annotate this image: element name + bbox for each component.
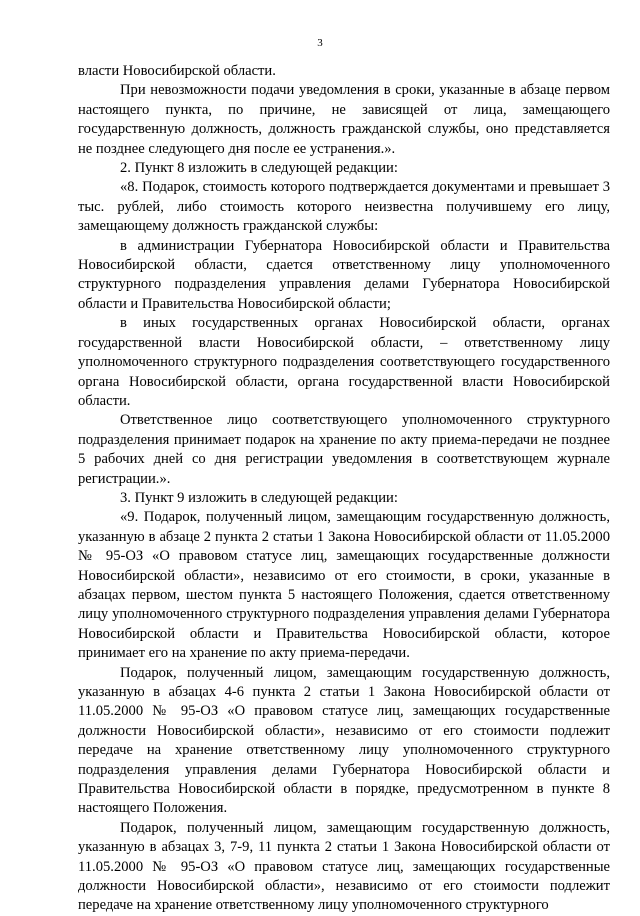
paragraph: Подарок, полученный лицом, замещающим государственную должность, указанную в абзацах 3, 7-9, 11 пункта 2 статьи 1 Закона Новосибирской области от 11.05.2000 № 95-ОЗ «О правовом статусе лиц, замещающих государственные должности Новосибирской области», независимо от его стоимости подлежит передаче на хранение ответственному лицу уполномоченного структурного (78, 819, 610, 914)
paragraph: 3. Пункт 9 изложить в следующей редакции: (120, 489, 398, 506)
paragraph: в администрации Губернатора Новосибирской области и Правительства Новосибирской области, сдается ответственному лицу уполномоченного структурного подразделения управления делами Губернатора Новосибирской области и Правительства Новосибирской области; (78, 237, 610, 312)
paragraph: в иных государственных органах Новосибирской области, органах государственной власти Новосибирской области, – ответственному лицу уполномоченного структурного подразделения соответствующего государственного органа Новосибирской области, органа государственной власти Новосибирской области. (78, 315, 610, 409)
paragraph: Подарок, полученный лицом, замещающим государственную должность, указанную в абзацах 4-6 пункта 2 статьи 1 Закона Новосибирской области от 11.05.2000 № 95-ОЗ «О правовом статусе лиц, замещающих государственные должности Новосибирской области», независимо от его стоимости подлежит передаче на хранение ответственному лицу уполномоченного структурного подразделения управления делами Губернатора Новосибирской области и Правительства Новосибирской области в порядке, предусмотренном в пункте 8 настоящего Положения. (78, 664, 610, 817)
document-body (78, 62, 610, 916)
paragraph: власти Новосибирской области. (78, 63, 276, 79)
page-number: 3 (317, 37, 323, 49)
paragraph: Ответственное лицо соответствующего уполномоченного структурного подразделения принимает подарок на хранение по акту приема-передачи не позднее 5 рабочих дней со дня регистрации уведомления в соответствующем журнале регистрации.». (78, 412, 610, 487)
paragraph: При невозможности подачи уведомления в сроки, указанные в абзаце первом настоящего пункта, по причине, не зависящей от лица, замещающего государственную должность, должность гражданской службы, оно представляется не позднее следующего дня после ее устранения.». (78, 82, 610, 157)
paragraph: «9. Подарок, полученный лицом, замещающим государственную должность, указанную в абзаце 2 пункта 2 статьи 1 Закона Новосибирской области от 11.05.2000 № 95-ОЗ «О правовом статусе лиц, замещающих государственные должности Новосибирской области», независимо от его стоимости, в сроки, указанные в абзацах первом, шестом пункта 5 настоящего Положения, сдается ответственному лицу уполномоченного структурного подразделения управления делами Губернатора Новосибирской области и Правительства Новосибирской области, которое принимает его на хранение по акту приема-передачи. (78, 509, 610, 662)
paragraph: 2. Пункт 8 изложить в следующей редакции: (120, 160, 398, 177)
paragraph: «8. Подарок, стоимость которого подтверждается документами и превышает 3 тыс. рублей, либо стоимость которого неизвестна получившему его лицу, замещающему должность гражданской службы: (78, 179, 610, 235)
